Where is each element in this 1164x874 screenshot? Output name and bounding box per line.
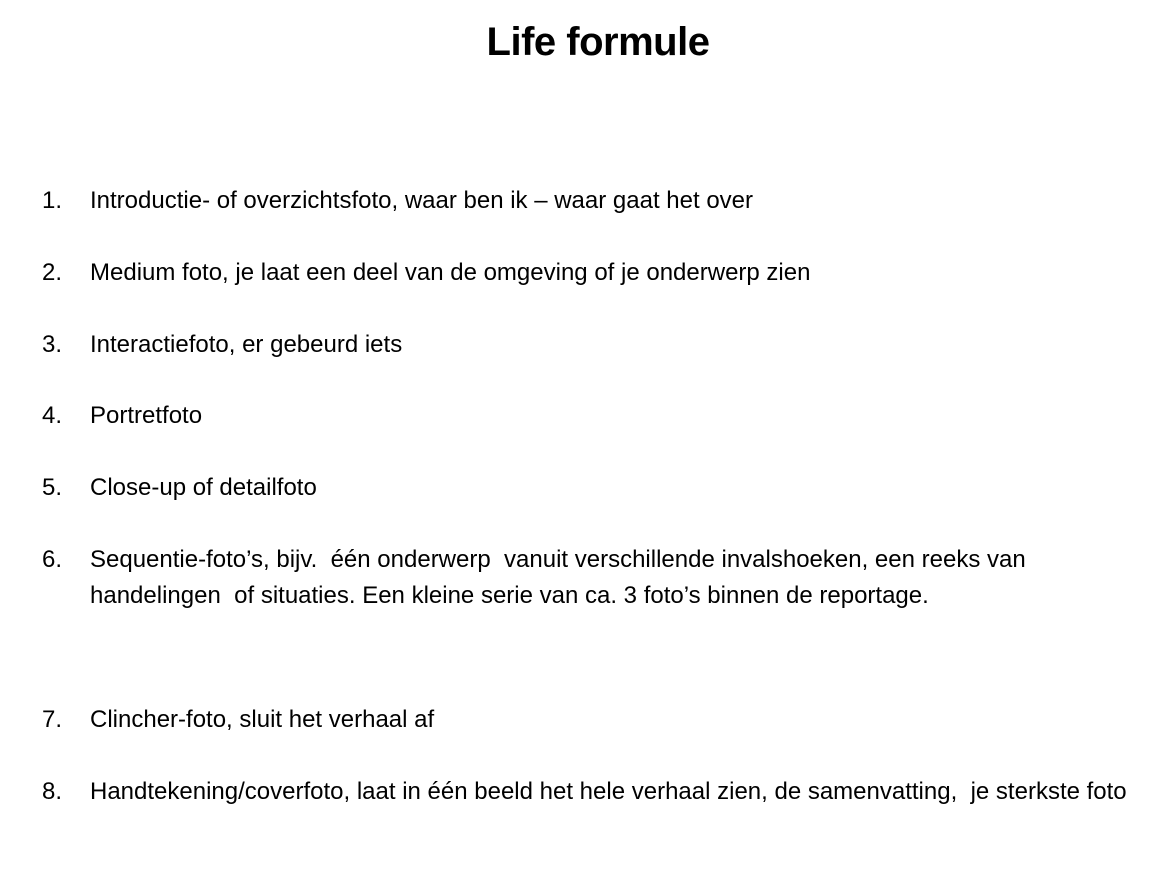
list-item-text: Close-up of detailfoto — [90, 474, 317, 501]
page-title: Life formule — [486, 20, 710, 64]
list-item-number: 3. — [42, 331, 63, 358]
list-item-number: 7. — [42, 706, 63, 733]
list-item-number: 6. — [42, 546, 63, 573]
list-item-number: 8. — [42, 778, 63, 805]
list-item-number: 5. — [42, 474, 63, 501]
list-item-number: 1. — [42, 187, 63, 214]
list-item-text: Sequentie-foto’s, bijv. één onderwerp vanuit verschillende invalshoeken, een reeks van handelingen of situaties. Een kleine serie van ca. 3 foto’s binnen de reportage. — [90, 546, 1033, 609]
list-item-text: Introductie- of overzichtsfoto, waar ben ik – waar gaat het over — [90, 187, 754, 214]
list-item-text: Portretfoto — [90, 402, 203, 429]
list-item-text: Clincher-foto, sluit het verhaal af — [90, 706, 435, 733]
list-item-text: Interactiefoto, er gebeurd iets — [90, 331, 403, 358]
list-item-number: 2. — [42, 259, 63, 286]
list-item-text: Medium foto, je laat een deel van de omgeving of je onderwerp zien — [90, 259, 811, 286]
list-item-text: Handtekening/coverfoto, laat in één beeld het hele verhaal zien, de samenvatting, je sterkste foto — [90, 778, 1127, 805]
list-item-number: 4. — [42, 402, 63, 429]
